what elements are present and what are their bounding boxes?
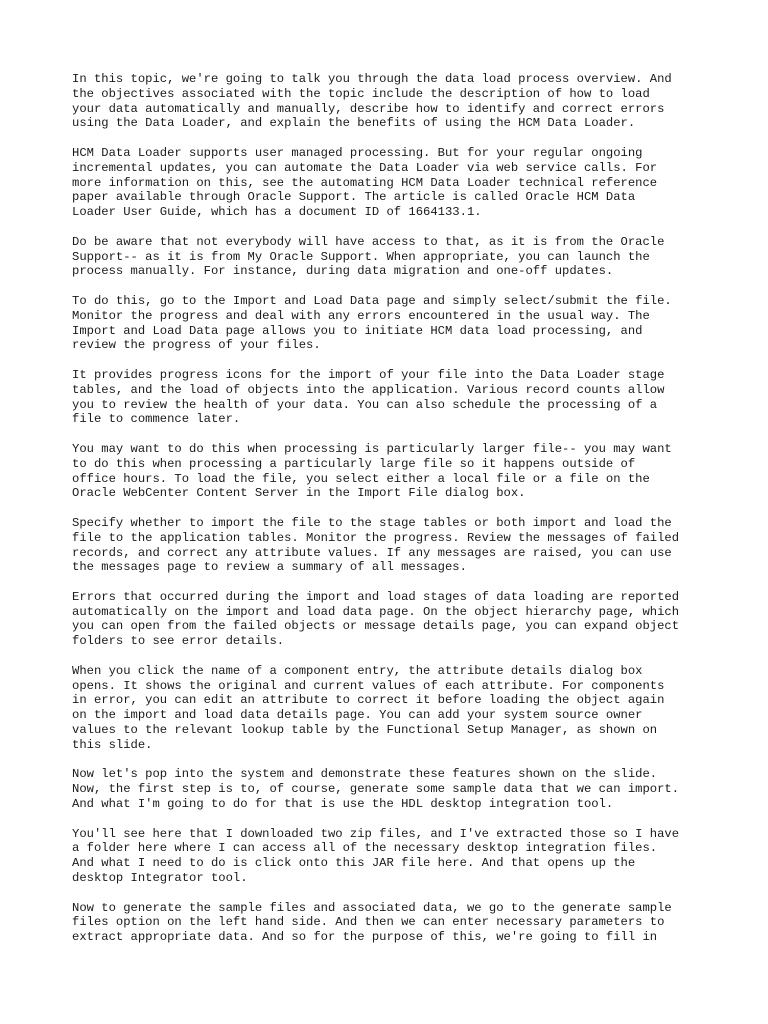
text-line: you to review the health of your data. You can also schedule the processing of a (72, 397, 658, 412)
text-line: Now, the first step is to, of course, generate some sample data that we can import. (72, 782, 680, 797)
text-line: desktop Integrator tool. (72, 871, 248, 886)
paragraph (72, 516, 712, 575)
text-line: on the import and load data details page. You can add your system source owner (72, 708, 643, 723)
text-line: Errors that occurred during the import and load stages of data loading are reported (72, 589, 680, 604)
text-line: Now let's pop into the system and demonstrate these features shown on the slide. (72, 767, 658, 782)
text-line: files option on the left hand side. And then we can enter necessary parameters to (72, 915, 665, 930)
paragraph (72, 827, 712, 886)
text-line: And what I need to do is click onto this JAR file here. And that opens up the (72, 856, 636, 871)
text-line: values to the relevant lookup table by the Functional Setup Manager, as shown on (72, 723, 658, 738)
text-line: And what I'm going to do for that is use the HDL desktop integration tool. (72, 797, 614, 812)
text-line: Support-- as it is from My Oracle Support. When appropriate, you can launch the (72, 249, 650, 264)
text-line: Now to generate the sample files and associated data, we go to the generate sample (72, 900, 672, 915)
paragraph (72, 368, 712, 427)
text-line: It provides progress icons for the import of your file into the Data Loader stage (72, 367, 665, 382)
document-page (72, 72, 712, 960)
text-line: a folder here where I can access all of the necessary desktop integration files. (72, 841, 658, 856)
paragraph (72, 590, 712, 649)
text-line: tables, and the load of objects into the application. Various record counts allow (72, 382, 665, 397)
text-line: opens. It shows the original and current values of each attribute. For components (72, 678, 665, 693)
text-line: incremental updates, you can automate the Data Loader via web service calls. For (72, 160, 658, 175)
text-line: extract appropriate data. And so for the purpose of this, we're going to fill in (72, 930, 658, 945)
text-line: Do be aware that not everybody will have access to that, as it is from the Oracle (72, 234, 665, 249)
paragraph (72, 72, 712, 131)
text-line: You'll see here that I downloaded two zip files, and I've extracted those so I have (72, 826, 680, 841)
text-line: using the Data Loader, and explain the benefits of using the HCM Data Loader. (72, 116, 636, 131)
text-line: When you click the name of a component entry, the attribute details dialog box (72, 663, 643, 678)
text-line: Monitor the progress and deal with any errors encountered in the usual way. The (72, 308, 650, 323)
paragraph (72, 442, 712, 501)
paragraph (72, 294, 712, 353)
text-line: Import and Load Data page allows you to initiate HCM data load processing, and (72, 323, 643, 338)
paragraph (72, 235, 712, 279)
text-line: automatically on the import and load data page. On the object hierarchy page, which (72, 604, 680, 619)
text-line: records, and correct any attribute values. If any messages are raised, you can use (72, 545, 672, 560)
text-line: your data automatically and manually, describe how to identify and correct errors (72, 101, 665, 116)
text-line: paper available through Oracle Support. The article is called Oracle HCM Data (72, 190, 636, 205)
text-line: this slide. (72, 737, 153, 752)
text-line: process manually. For instance, during data migration and one-off updates. (72, 264, 614, 279)
text-line: more information on this, see the automating HCM Data Loader technical reference (72, 175, 658, 190)
text-line: file to the application tables. Monitor the progress. Review the messages of failed (72, 530, 680, 545)
text-line: In this topic, we're going to talk you through the data load process overview. And (72, 72, 672, 86)
text-line: the messages page to review a summary of all messages. (72, 560, 467, 575)
text-line: to do this when processing a particularly large file so it happens outside of (72, 456, 636, 471)
text-line: file to commence later. (72, 412, 241, 427)
paragraph (72, 767, 712, 811)
text-line: HCM Data Loader supports user managed processing. But for your regular ongoing (72, 145, 643, 160)
paragraph (72, 901, 712, 945)
text-line: Specify whether to import the file to the stage tables or both import and load the (72, 515, 672, 530)
paragraph (72, 664, 712, 753)
text-line: review the progress of your files. (72, 338, 321, 353)
text-line: in error, you can edit an attribute to correct it before loading the object again (72, 693, 665, 708)
text-line: office hours. To load the file, you select either a local file or a file on the (72, 471, 650, 486)
text-line: you can open from the failed objects or message details page, you can expand object (72, 619, 680, 634)
text-line: You may want to do this when processing is particularly larger file-- you may want (72, 441, 672, 456)
text-line: To do this, go to the Import and Load Data page and simply select/submit the file. (72, 293, 672, 308)
paragraph (72, 146, 712, 220)
text-line: the objectives associated with the topic include the description of how to load (72, 86, 650, 101)
text-line: folders to see error details. (72, 634, 285, 649)
text-line: Oracle WebCenter Content Server in the Import File dialog box. (72, 486, 526, 501)
text-line: Loader User Guide, which has a document ID of 1664133.1. (72, 205, 482, 220)
